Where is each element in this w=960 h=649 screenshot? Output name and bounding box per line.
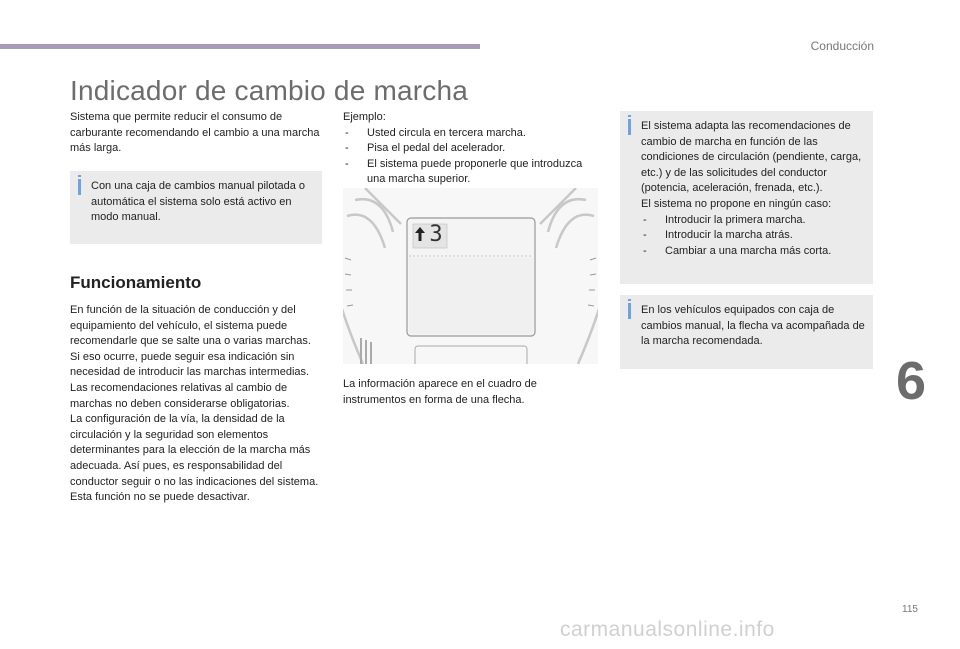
info-icon <box>78 179 81 195</box>
note-manual-mode <box>70 171 322 244</box>
note-manual-mode-text: Con una caja de cambios manual pilotada o automática el sistema solo está activo en modo manual. <box>91 180 306 224</box>
intro-block <box>70 110 320 157</box>
lower-display <box>415 346 527 364</box>
recommended-gear: 3 <box>429 222 443 247</box>
chapter-number: 6 <box>896 351 927 411</box>
right-ticks <box>588 258 596 306</box>
intro-text: Sistema que permite reducir el consumo de carburante recomendando el cambio a una marcha más larga. <box>70 111 320 155</box>
left-dial <box>343 188 401 364</box>
section-title: Conducción <box>810 39 874 53</box>
caption-block <box>343 377 583 408</box>
list-item: - El sistema puede proponerle que introduzca una marcha superior. <box>343 157 583 188</box>
funcionamiento-text <box>70 303 322 506</box>
example-label: Ejemplo: <box>343 111 386 123</box>
instrument-cluster-illustration <box>343 188 598 364</box>
display-lower-area <box>409 258 533 334</box>
note-system-behaviour <box>620 111 873 284</box>
note-system-p1: El sistema adapta las recomendaciones de cambio de marcha en función de las condiciones de circulación (pendiente, carga, etc.) y de las solicitudes del conductor (potencia, aceleración, frenada, etc.). <box>641 120 862 195</box>
list-item: - Pisa el pedal del acelerador. <box>343 141 583 157</box>
list-item: - Cambiar a una marcha más corta. <box>641 244 865 260</box>
header-accent-bar <box>0 44 480 49</box>
page-number: 115 <box>902 604 918 615</box>
caption-text: La información aparece en el cuadro de instrumentos en forma de una flecha. <box>343 378 537 406</box>
list-item: - Introducir la primera marcha. <box>641 213 865 229</box>
note-system-list <box>641 213 865 260</box>
section-heading: Funcionamiento <box>70 273 202 292</box>
funcionamiento-p3: La configuración de la vía, la densidad de la circulación y la seguridad son elementos determinantes para la elección de la marcha más adecuada. Así pues, es responsabilidad del conductor seguir o no las indicaciones del sistema. <box>70 413 319 488</box>
note-system-p2: El sistema no propone en ningún caso: <box>641 197 832 210</box>
list-item: - Introducir la marcha atrás. <box>641 228 865 244</box>
example-list <box>343 126 583 188</box>
funcionamiento-p1: En función de la situación de conducción y del equipamiento del vehículo, el sistema puede recomendarle que se salte una o varias marchas. Si eso ocurre, puede seguir esa indicación sin necesidad de introducir las marchas intermedias. <box>70 304 311 379</box>
left-ticks <box>345 258 353 306</box>
instrument-cluster-drawing <box>343 188 598 364</box>
list-item: - Usted circula en tercera marcha. <box>343 126 583 142</box>
info-icon <box>628 303 631 319</box>
watermark: carmanualsonline.info <box>560 618 775 641</box>
funcionamiento-p2: Las recomendaciones relativas al cambio de marchas no deben considerarse obligatorias. <box>70 381 290 410</box>
right-dial <box>540 188 598 364</box>
page-title: Indicador de cambio de marcha <box>70 75 469 106</box>
info-icon <box>628 119 631 135</box>
example-block <box>343 110 583 188</box>
note-manual-gearbox-text: En los vehículos equipados con caja de cambios manual, la flecha va acompañada de la marcha recomendada. <box>641 304 865 348</box>
funcionamiento-p4: Esta función no se puede desactivar. <box>70 491 250 504</box>
note-manual-gearbox <box>620 295 873 369</box>
note-system-behaviour-text <box>641 119 865 259</box>
arrow-up-icon <box>415 227 425 241</box>
